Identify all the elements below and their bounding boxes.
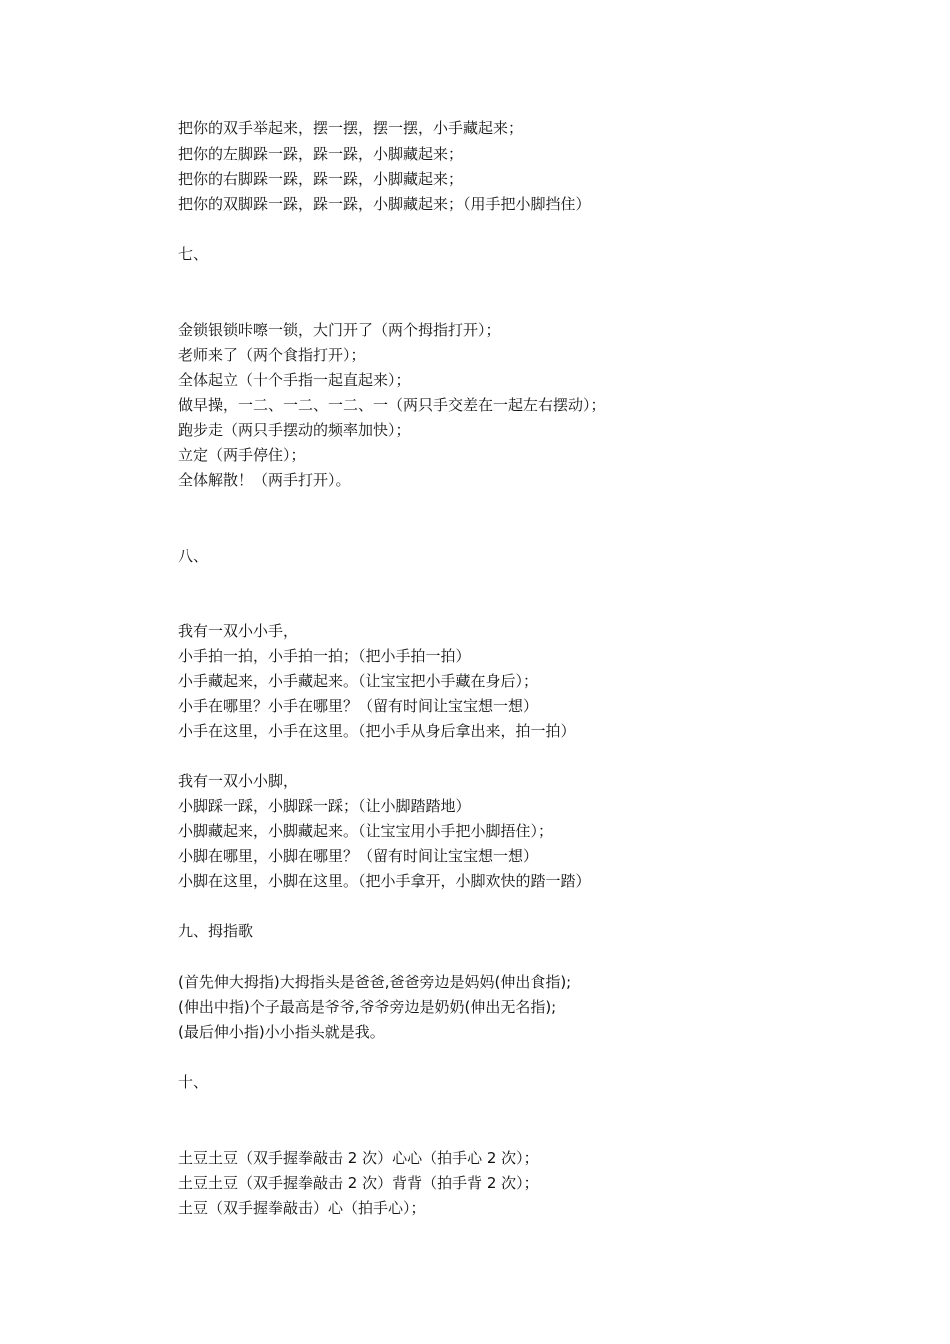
text-line: 金锁银锁咔嚓一锁，大门开了（两个拇指打开）； bbox=[178, 321, 501, 339]
text-line: 土豆土豆（双手握拳敲击 2 次）背背（拍手背 2 次）； bbox=[178, 1174, 539, 1192]
text-line: 立定（两手停住）； bbox=[178, 446, 306, 464]
text-line: 全体解散！（两手打开）。 bbox=[178, 471, 351, 489]
text-line: (伸出中指)个子最高是爷爷,爷爷旁边是奶奶(伸出无名指); bbox=[178, 998, 557, 1016]
text-line: 把你的双脚跺一跺，跺一跺，小脚藏起来；（用手把小脚挡住） bbox=[178, 195, 591, 213]
text-line: 我有一双小小脚， bbox=[178, 772, 299, 790]
text-line: 小脚踩一踩，小脚踩一踩；（让小脚踏踏地） bbox=[178, 797, 471, 815]
text-line: 小脚在这里，小脚在这里。（把小手拿开，小脚欢快的踏一踏） bbox=[178, 872, 591, 890]
text-line: 跑步走（两只手摆动的频率加快）； bbox=[178, 421, 411, 439]
text-line: 小脚在哪里，小脚在哪里？（留有时间让宝宝想一想） bbox=[178, 847, 539, 865]
section-heading-8: 八、 bbox=[178, 547, 209, 565]
text-line: 土豆（双手握拳敲击）心（拍手心）； bbox=[178, 1199, 426, 1217]
section-heading-10: 十、 bbox=[178, 1073, 209, 1091]
text-line: (首先伸大拇指)大拇指头是爸爸,爸爸旁边是妈妈(伸出食指); bbox=[178, 973, 572, 991]
text-line: 做早操，一二、一二、一二、一（两只手交差在一起左右摆动）； bbox=[178, 396, 606, 414]
text-line: 全体起立（十个手指一起直起来）； bbox=[178, 371, 411, 389]
section-heading-9: 九、拇指歌 bbox=[178, 922, 254, 940]
text-line: 老师来了（两个食指打开）； bbox=[178, 346, 366, 364]
text-line: 小手拍一拍，小手拍一拍；（把小手拍一拍） bbox=[178, 647, 471, 665]
text-line: 土豆土豆（双手握拳敲击 2 次）心心（拍手心 2 次）； bbox=[178, 1149, 539, 1167]
text-line: 把你的双手举起来，摆一摆，摆一摆，小手藏起来； bbox=[178, 119, 524, 137]
text-line: 把你的右脚跺一跺，跺一跺，小脚藏起来； bbox=[178, 170, 464, 188]
text-line: (最后伸小指)小小指头就是我。 bbox=[178, 1023, 385, 1041]
text-line: 小手在哪里？小手在哪里？（留有时间让宝宝想一想） bbox=[178, 697, 539, 715]
text-line: 小手藏起来，小手藏起来。（让宝宝把小手藏在身后）； bbox=[178, 672, 539, 690]
text-line: 把你的左脚跺一跺，跺一跺，小脚藏起来； bbox=[178, 145, 464, 163]
text-line: 小脚藏起来，小脚藏起来。（让宝宝用小手把小脚捂住）； bbox=[178, 822, 554, 840]
text-line: 小手在这里，小手在这里。（把小手从身后拿出来，拍一拍） bbox=[178, 722, 576, 740]
text-line: 我有一双小小手， bbox=[178, 622, 299, 640]
section-heading-7: 七、 bbox=[178, 245, 209, 263]
